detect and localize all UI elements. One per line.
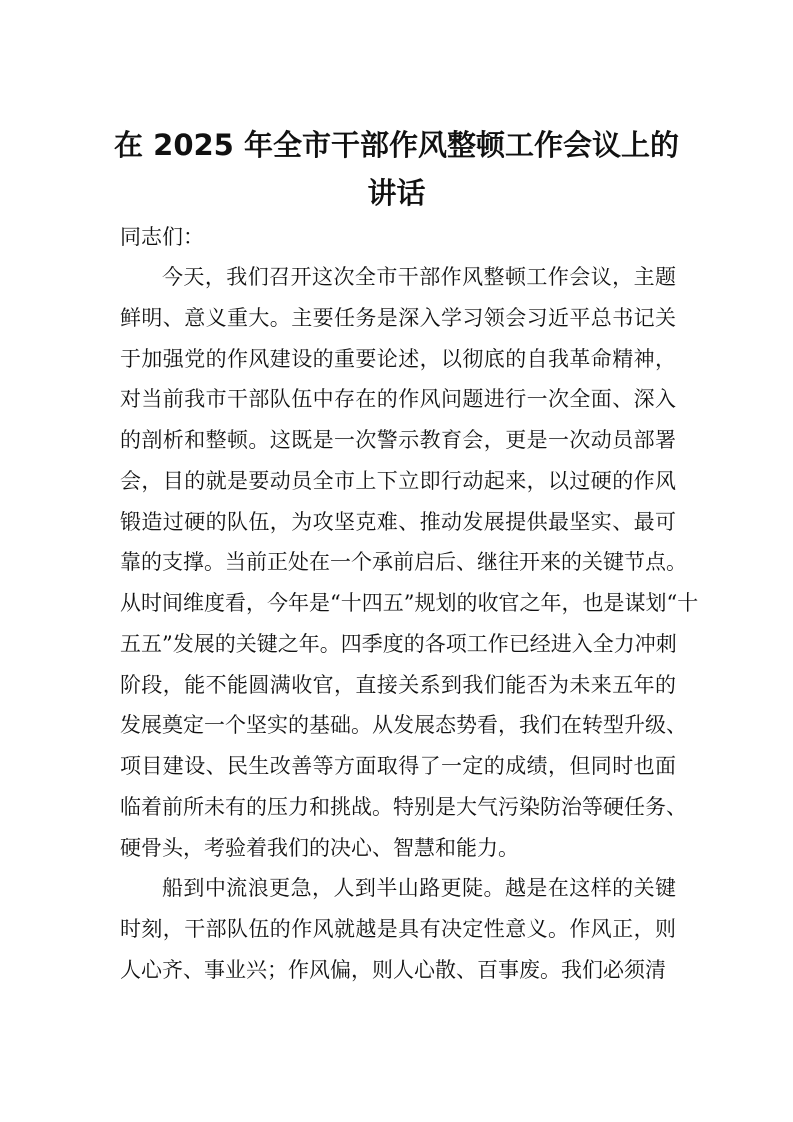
paragraph-line: 临着前所未有的压力和挑战。特别是大气污染防治等硬任务、 bbox=[120, 794, 687, 819]
document-title-line-1: 在 2025 年全市干部作风整顿工作会议上的 bbox=[114, 128, 679, 162]
paragraph-line: 发展奠定一个坚实的基础。从发展态势看，我们在转型升级、 bbox=[120, 713, 687, 738]
paragraph-line: 人心齐、事业兴；作风偏，则人心散、百事废。我们必须清 bbox=[120, 957, 666, 982]
paragraph-line: 时刻，干部队伍的作风就越是具有决定性意义。作风正，则 bbox=[120, 917, 676, 941]
paragraph-line: 会，目的就是要动员全市上下立即行动起来，以过硬的作风 bbox=[120, 468, 676, 493]
paragraph-line: 鲜明、意义重大。主要任务是深入学习领会习近平总书记关 bbox=[120, 305, 676, 330]
salutation: 同志们： bbox=[120, 225, 204, 249]
document-title-line-2: 讲话 bbox=[367, 176, 426, 210]
paragraph-line: 对当前我市干部队伍中存在的作风问题进行一次全面、深入 bbox=[120, 387, 676, 412]
paragraph-line: 硬骨头，考验着我们的决心、智慧和能力。 bbox=[120, 835, 519, 860]
paragraph-line: 的剖析和整顿。这既是一次警示教育会，更是一次动员部署 bbox=[120, 428, 676, 452]
paragraph-line: 五五”发展的关键之年。四季度的各项工作已经进入全力冲刺 bbox=[120, 631, 677, 656]
paragraph-line: 从时间维度看，今年是“十四五”规划的收官之年，也是谋划“十 bbox=[120, 591, 699, 615]
paragraph-line: 船到中流浪更急，人到半山路更陡。越是在这样的关键 bbox=[162, 876, 676, 901]
paragraph-line: 于加强党的作风建设的重要论述，以彻底的自我革命精神， bbox=[120, 346, 676, 371]
paragraph-line: 靠的支撑。当前正处在一个承前启后、继往开来的关键节点。 bbox=[120, 550, 687, 575]
paragraph-line: 项目建设、民生改善等方面取得了一定的成绩，但同时也面 bbox=[120, 754, 676, 778]
paragraph-line: 锻造过硬的队伍，为攻坚克难、推动发展提供最坚实、最可 bbox=[120, 509, 676, 534]
paragraph-line: 今天，我们召开这次全市干部作风整顿工作会议，主题 bbox=[162, 265, 676, 289]
paragraph-line: 阶段，能不能圆满收官，直接关系到我们能否为未来五年的 bbox=[120, 672, 676, 697]
